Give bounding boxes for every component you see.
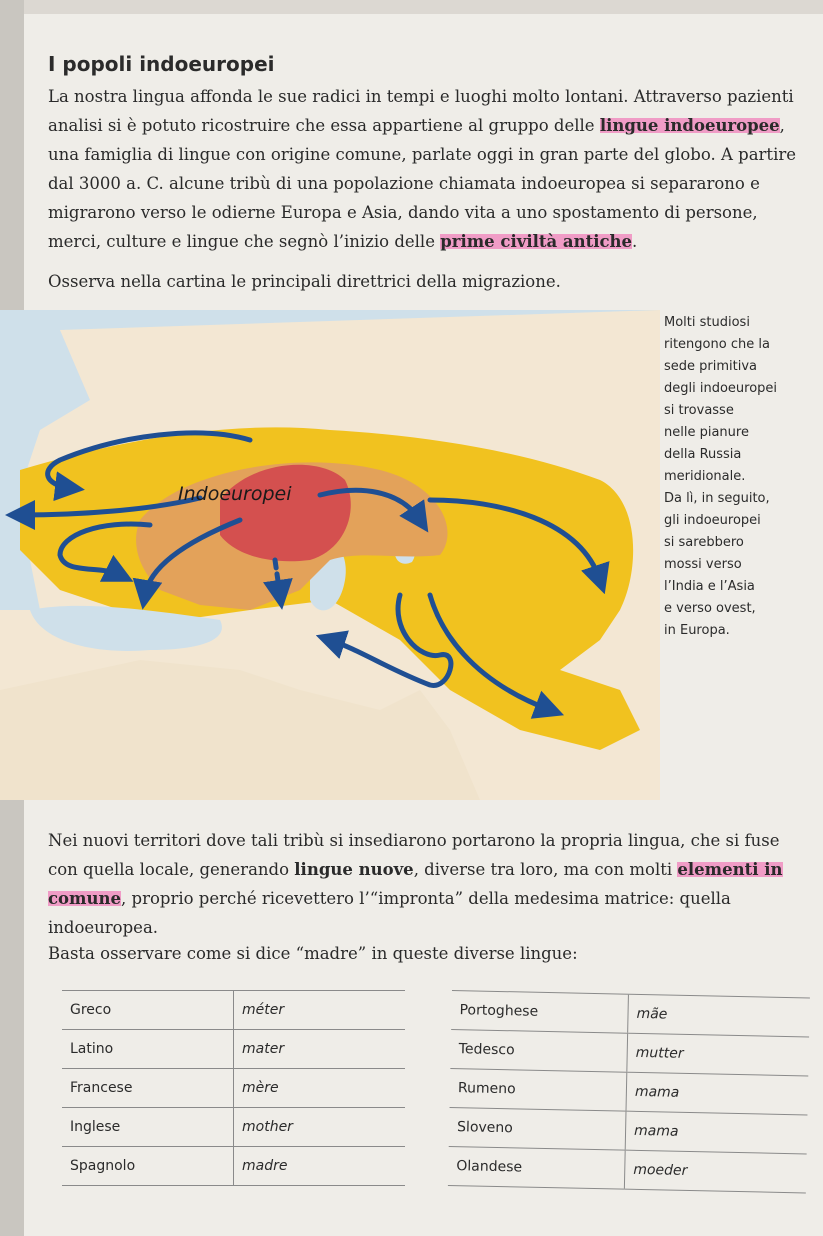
word-cell: mama — [625, 1111, 807, 1154]
word-cell: mater — [234, 1030, 406, 1069]
intro-text-3: . — [632, 232, 638, 251]
table-row — [448, 1146, 807, 1192]
word-cell: mãe — [628, 994, 810, 1037]
language-cell: Olandese — [448, 1146, 625, 1189]
caption-line: ritengono che la — [664, 337, 770, 352]
second-text-2: , diverse tra loro, ma con molti — [413, 860, 678, 879]
migration-map — [0, 310, 660, 800]
caption-line: si sarebbero — [664, 535, 744, 550]
map-caption — [664, 312, 814, 642]
page-header-strip — [24, 0, 823, 14]
language-cell: Greco — [62, 991, 234, 1030]
section-title: I popoli indoeuropei — [48, 52, 275, 76]
caption-line: e verso ovest, — [664, 601, 756, 616]
intro-paragraph — [48, 82, 798, 256]
caption-line: sede primitiva — [664, 359, 758, 374]
second-text-1: Nei nuovi territori dove tali tribù si insediarono portarono la propria lingua, che si fuse con quella locale, generando — [48, 831, 780, 879]
caption-line: mossi verso — [664, 557, 742, 572]
migration-map-svg — [0, 310, 660, 800]
caption-line: nelle pianure — [664, 425, 749, 440]
word-table-left — [62, 990, 405, 1186]
language-cell: Francese — [62, 1069, 234, 1108]
highlight-prime-civilta: prime civiltà antiche — [440, 232, 633, 251]
bold-lingue-nuove: lingue nuove — [294, 860, 414, 879]
word-cell: mère — [234, 1069, 406, 1108]
map-label-indoeuropei: Indoeuropei — [178, 483, 292, 505]
word-cell: mutter — [627, 1033, 809, 1076]
caption-line: si trovasse — [664, 403, 734, 418]
table-row — [62, 1147, 405, 1186]
caption-line: l’India e l’Asia — [664, 579, 755, 594]
word-cell: mama — [626, 1072, 808, 1115]
word-cell: moeder — [624, 1150, 806, 1193]
second-paragraph — [48, 826, 798, 942]
caption-line: della Russia — [664, 447, 742, 462]
table-row — [62, 991, 405, 1030]
caption-line: Da lì, in seguito, — [664, 491, 770, 506]
caption-line: gli indoeuropei — [664, 513, 761, 528]
table-instruction: Basta osservare come si dice “madre” in queste diverse lingue: — [48, 944, 578, 963]
word-cell: mother — [234, 1108, 406, 1147]
highlight-elementi-comune: elementi in comune — [48, 860, 783, 908]
language-cell: Portoghese — [451, 990, 628, 1033]
language-cell: Tedesco — [450, 1029, 627, 1072]
table-row — [62, 1030, 405, 1069]
map-instruction: Osserva nella cartina le principali direttrici della migrazione. — [48, 272, 561, 291]
word-cell: méter — [234, 991, 406, 1030]
table-row — [62, 1069, 405, 1108]
intro-text-2: , una famiglia di lingue con origine comune, parlate oggi in gran parte del globo. A partire dal 3000 a. C. alcune tribù di una popolazione chiamata indoeuropea si separarono e migrarono verso le odierne Europa e Asia, dando vita a uno spostamento di persone, merci, culture e lingue che segnò l’inizio delle — [48, 116, 796, 251]
caption-line: meridionale. — [664, 469, 746, 484]
word-cell: madre — [234, 1147, 406, 1186]
highlight-lingue-indoeuropee: lingue indoeuropee — [599, 116, 780, 135]
intro-text-1: La nostra lingua affonda le sue radici in tempi e luoghi molto lontani. Attraverso pazienti analisi si è potuto ricostruire che essa appartiene al gruppo delle — [48, 87, 794, 135]
language-cell: Latino — [62, 1030, 234, 1069]
word-table-right — [448, 990, 810, 1193]
language-cell: Rumeno — [450, 1068, 627, 1111]
caption-line: degli indoeuropei — [664, 381, 778, 396]
caption-line: Molti studiosi — [664, 315, 750, 330]
language-cell: Spagnolo — [62, 1147, 234, 1186]
second-text-3: , proprio perché ricevettero l’“impronta” della medesima matrice: quella indoeuropea. — [48, 889, 731, 937]
table-row — [62, 1108, 405, 1147]
language-cell: Sloveno — [449, 1107, 626, 1150]
caption-line: in Europa. — [664, 623, 730, 638]
language-cell: Inglese — [62, 1108, 234, 1147]
